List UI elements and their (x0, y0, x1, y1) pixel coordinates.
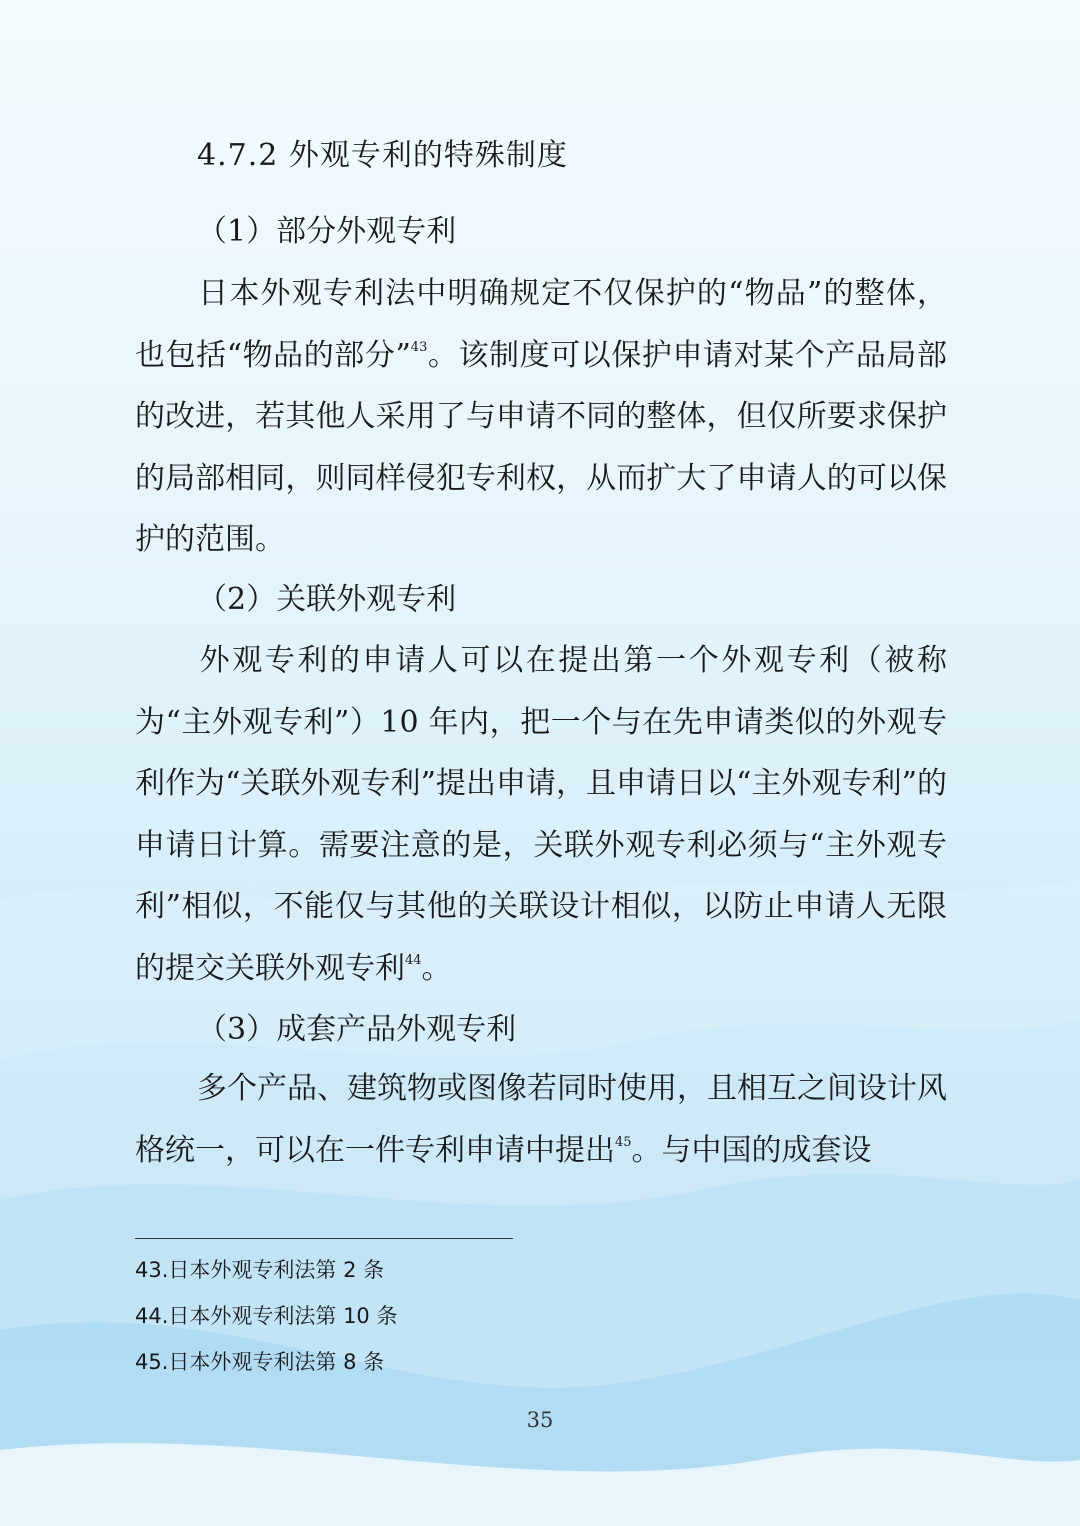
paragraph-1-text-cont: 。该制度可以保护申请对某个产品局部的改进，若其他人采用了与申请不同的整体，但仅所要求保护的局部相同，则同样侵犯专利权，从而扩大了申请人的可以保护的范围。 (135, 337, 947, 557)
paragraph-2 (135, 630, 947, 999)
footnote-ref-44[interactable]: 44 (405, 952, 422, 968)
footnote-45: 45.日本外观专利法第 8 条 (135, 1350, 385, 1374)
paragraph-1-text: 日本外观专利法中明确规定不仅保护的“物品”的整体，也包括“物品的部分” (135, 276, 947, 373)
footnote-ref-43[interactable]: 43 (410, 339, 428, 355)
subsection-title-2: （2）关联外观专利 (197, 582, 457, 617)
footnote-44: 44.日本外观专利法第 10 条 (135, 1304, 398, 1328)
paragraph-3-text-cont: 。与中国的成套设 (631, 1132, 872, 1168)
footnote-ref-45[interactable]: 45 (615, 1134, 632, 1150)
paragraph-2-text: 外观专利的申请人可以在提出第一个外观专利（被称为“主外观专利”）10 年内，把一个与在先申请类似的外观专利作为“关联外观专利”提出申请，且申请日以“主外观专利”的申请日计算。需要注意的是，关联外观专利必须与“主外观专利”相似，不能仅与其他的关联设计相似，以防止申请人无限的提交关联外观专利 (135, 643, 947, 986)
footnote-43: 43.日本外观专利法第 2 条 (135, 1258, 385, 1282)
paragraph-2-text-cont: 。 (421, 950, 452, 986)
section-heading: 4.7.2 外观专利的特殊制度 (197, 138, 568, 173)
subsection-title-1: （1）部分外观专利 (197, 214, 457, 249)
paragraph-1 (135, 263, 947, 571)
subsection-title-3: （3）成套产品外观专利 (197, 1012, 517, 1047)
page-number: 35 (526, 1408, 554, 1432)
paragraph-3 (135, 1058, 947, 1181)
footnote-separator (135, 1238, 513, 1239)
paragraph-3-text: 多个产品、建筑物或图像若同时使用，且相互之间设计风格统一，可以在一件专利申请中提出 (135, 1071, 947, 1168)
